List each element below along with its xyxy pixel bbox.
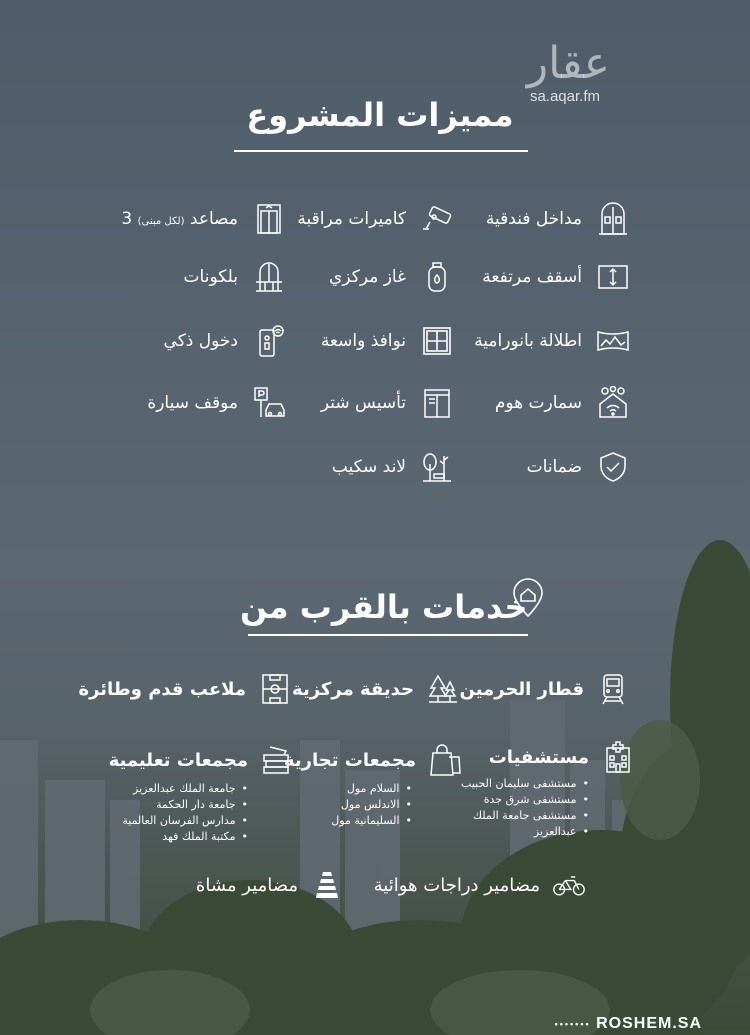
- watermark-logo: عقار: [526, 38, 610, 89]
- service-sports-fields: [78, 672, 292, 706]
- feature-label: غاز مركزي: [329, 267, 406, 287]
- service-group-malls: [284, 743, 462, 829]
- list-item: • جامعة دار الحكمة: [110, 797, 248, 813]
- service-group-education: [110, 743, 294, 845]
- feature-label: سمارت هوم: [494, 393, 582, 413]
- feature-label: تأسيس شتر: [320, 393, 406, 413]
- smart-home-icon: [596, 386, 630, 420]
- walkway-icon: [310, 868, 344, 902]
- service-group-header: [110, 743, 294, 777]
- feature-label: أسقف مرتفعة: [482, 267, 582, 287]
- watermark-url: sa.aqar.fm: [529, 88, 600, 105]
- park-icon: [426, 672, 460, 706]
- feature-label: [121, 209, 238, 229]
- list-item: • الاندلس مول: [290, 797, 412, 813]
- list-item: • عبدالعزيز: [460, 824, 589, 840]
- list-item: • مستشفى شرق جدة: [460, 792, 589, 808]
- service-group-label: مجمعات تجارية: [284, 749, 416, 771]
- mall-list: [290, 781, 412, 829]
- services-divider: [248, 634, 528, 636]
- service-group-label: مجمعات تعليمية: [108, 749, 248, 771]
- elevator-note: (لكل مبنى): [137, 216, 185, 227]
- path-label: مضامير مشاة: [195, 874, 298, 896]
- high-ceiling-icon: [596, 260, 630, 294]
- hospital-list: [460, 776, 589, 840]
- hospital-icon: [601, 740, 635, 774]
- footer-dots: •••••••: [554, 1018, 591, 1029]
- service-label: ملاعب قدم وطائرة: [78, 678, 246, 700]
- shield-check-icon: [596, 450, 630, 484]
- feature-label: دخول ذكي: [163, 331, 238, 351]
- smart-lock-icon: [252, 324, 286, 358]
- service-label: حديقة مركزية: [292, 678, 414, 700]
- feature-label: بلكونات: [183, 267, 238, 287]
- feature-smart-entry: [66, 324, 286, 358]
- feature-label: ضمانات: [526, 457, 582, 477]
- books-icon: [260, 743, 294, 777]
- panorama-icon: [596, 324, 630, 358]
- feature-label: موقف سيارة: [147, 393, 238, 413]
- shopping-bag-icon: [428, 743, 462, 777]
- service-label: قطار الحرمين: [459, 678, 584, 700]
- security-camera-icon: [420, 202, 454, 236]
- hotel-entrance-icon: [596, 202, 630, 236]
- service-group-label: مستشفيات: [488, 746, 589, 768]
- landscape-icon: [420, 450, 454, 484]
- services-title: خدمات بالقرب من: [240, 588, 528, 626]
- education-list: [110, 781, 248, 845]
- service-group-hospitals: [460, 740, 635, 840]
- path-bicycle: [370, 868, 590, 902]
- service-group-header: [460, 740, 635, 774]
- service-group-header: [284, 743, 462, 777]
- feature-balconies: [66, 260, 286, 294]
- title-divider: [234, 150, 528, 152]
- balcony-icon: [252, 260, 286, 294]
- list-item: • جامعة الملك عبدالعزيز: [110, 781, 248, 797]
- features-title: مميزات المشروع: [246, 96, 514, 134]
- feature-label: كاميرات مراقبة: [297, 209, 406, 229]
- bicycle-icon: [552, 868, 590, 902]
- elevator-icon: [252, 202, 286, 236]
- list-item: • مستشفى جامعة الملك: [460, 808, 589, 824]
- list-item: • السلام مول: [290, 781, 412, 797]
- feature-label: لاند سكيب: [331, 457, 406, 477]
- footer: [555, 1015, 702, 1033]
- feature-parking: [66, 386, 286, 420]
- feature-landscape: [234, 450, 454, 484]
- footer-site: ROSHEM.SA: [596, 1015, 702, 1032]
- path-label: مضامير دراجات هوائية: [373, 874, 540, 896]
- list-item: • مكتبة الملك فهد: [110, 829, 248, 845]
- train-icon: [596, 672, 630, 706]
- gas-cylinder-icon: [420, 260, 454, 294]
- elevator-count: 3 مصاعد: [121, 209, 238, 229]
- window-icon: [420, 324, 454, 358]
- parking-icon: [252, 386, 286, 420]
- list-item: • السليمانية مول: [290, 813, 412, 829]
- feature-elevators: [66, 202, 286, 236]
- path-walkway: [150, 868, 344, 902]
- list-item: • مستشفى سليمان الحبيب: [460, 776, 589, 792]
- feature-label: مداخل فندقية: [485, 209, 582, 229]
- football-field-icon: [258, 672, 292, 706]
- list-item: • مدارس الفرسان العالمية: [110, 813, 248, 829]
- feature-label: اطلالة بانورامية: [474, 331, 582, 351]
- shutter-icon: [420, 386, 454, 420]
- feature-label: نوافذ واسعة: [320, 331, 406, 351]
